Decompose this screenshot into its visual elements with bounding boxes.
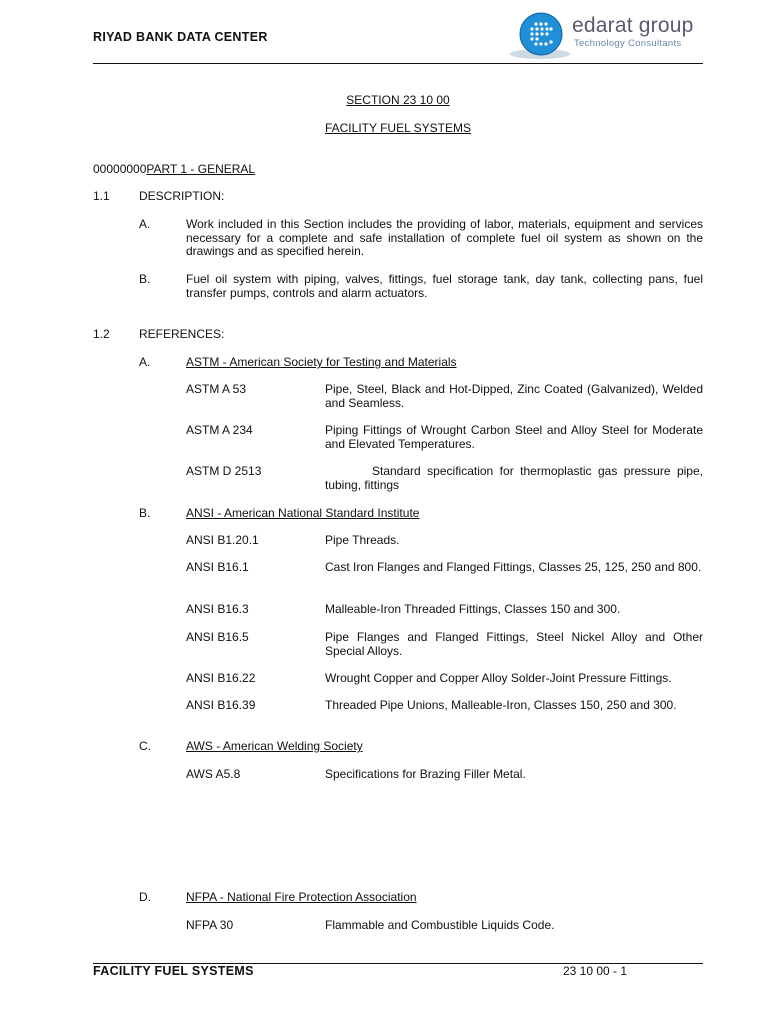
reference-group-letter: A.	[139, 355, 151, 369]
standard-code: ANSI B16.1	[186, 560, 249, 574]
standard-description: Pipe, Steel, Black and Hot-Dipped, Zinc Coated (Galvanized), Welded and Seamless.	[325, 382, 703, 410]
paragraph-letter: B.	[139, 272, 151, 286]
reference-group-letter: C.	[139, 739, 151, 753]
standard-code: ANSI B16.39	[186, 698, 256, 712]
reference-group-title: ANSI - American National Standard Institute	[186, 506, 420, 520]
edarat-logo-icon	[506, 12, 570, 62]
standard-code: ASTM D 2513	[186, 464, 262, 478]
reference-group-title: AWS - American Welding Society	[186, 739, 363, 753]
standard-description: Threaded Pipe Unions, Malleable-Iron, Classes 150, 250 and 300.	[325, 698, 677, 712]
part-heading	[93, 163, 255, 177]
standard-code: NFPA 30	[186, 918, 234, 932]
logo-subtitle: Technology Consultants	[574, 38, 682, 49]
logo-name: edarat group	[572, 14, 694, 37]
paragraph-text: Work included in this Section includes the providing of labor, materials, equipment and services necessary for a complete and safe installation of complete fuel oil system as shown on the drawings and as specified herein.	[186, 217, 703, 258]
standard-description: Malleable-Iron Threaded Fittings, Classes 150 and 300.	[325, 602, 621, 616]
standard-description: Pipe Threads.	[325, 533, 400, 547]
standard-description: Specifications for Brazing Filler Metal.	[325, 767, 526, 781]
standard-code: ANSI B16.22	[186, 671, 256, 685]
part-prefix: 00000000	[93, 162, 147, 176]
standard-description: Wrought Copper and Copper Alloy Solder-Joint Pressure Fittings.	[325, 671, 672, 685]
standard-code: ANSI B16.3	[186, 602, 249, 616]
standard-description: Cast Iron Flanges and Flanged Fittings, Classes 25, 125, 250 and 800.	[325, 560, 702, 574]
article-title: DESCRIPTION:	[139, 189, 225, 203]
standard-description: Pipe Flanges and Flanged Fittings, Steel Nickel Alloy and Other Special Alloys.	[325, 630, 703, 658]
section-number: SECTION 23 10 00	[346, 93, 450, 107]
part-title: PART 1 - GENERAL	[146, 162, 256, 176]
paragraph-text: Fuel oil system with piping, valves, fittings, fuel storage tank, day tank, collecting pans, fuel transfer pumps, controls and alarm actuators.	[186, 272, 703, 300]
standard-code: ASTM A 234	[186, 423, 253, 437]
company-logo	[506, 12, 706, 62]
reference-group-letter: B.	[139, 506, 151, 520]
article-number: 1.1	[93, 189, 110, 203]
reference-group-letter: D.	[139, 890, 151, 904]
section-title: FACILITY FUEL SYSTEMS	[324, 121, 472, 135]
standard-code: ANSI B1.20.1	[186, 533, 259, 547]
standard-description: Piping Fittings of Wrought Carbon Steel and Alloy Steel for Moderate and Elevated Temperatures.	[325, 423, 703, 451]
footer-page-number: 23 10 00 - 1	[563, 964, 628, 978]
reference-group-title: NFPA - National Fire Protection Association	[186, 890, 417, 904]
article-title: REFERENCES:	[139, 327, 225, 341]
standard-description: Standard specification for thermoplastic gas pressure pipe, tubing, fittings	[325, 464, 703, 492]
standard-code: ANSI B16.5	[186, 630, 249, 644]
standard-description: Flammable and Combustible Liquids Code.	[325, 918, 555, 932]
reference-group-title: ASTM - American Society for Testing and Materials	[186, 355, 457, 369]
article-number: 1.2	[93, 327, 110, 341]
footer-section-title: FACILITY FUEL SYSTEMS	[93, 964, 254, 978]
document-header-title: RIYAD BANK DATA CENTER	[93, 30, 268, 44]
paragraph-letter: A.	[139, 217, 151, 231]
header-rule	[93, 63, 703, 64]
standard-code: AWS A5.8	[186, 767, 241, 781]
standard-code: ASTM A 53	[186, 382, 247, 396]
